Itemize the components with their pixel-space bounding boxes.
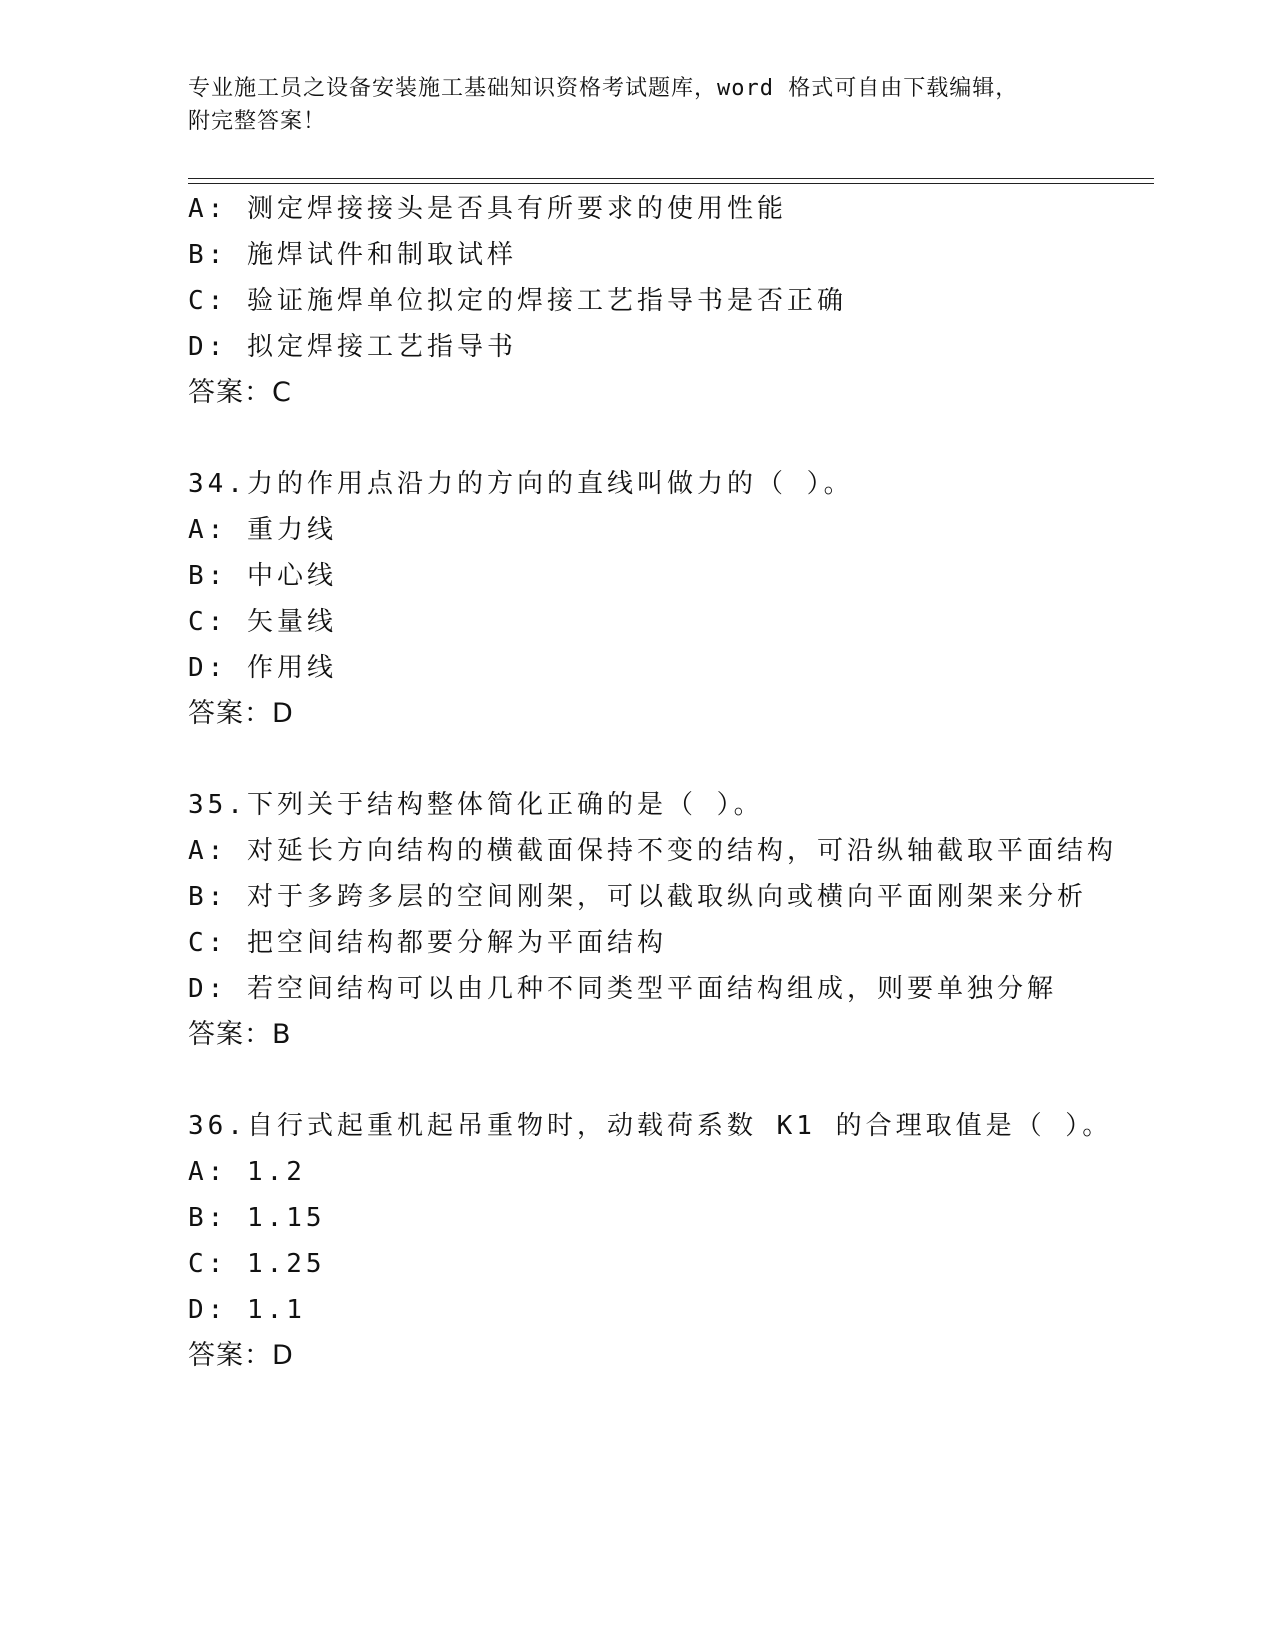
option-a: A: 对延长方向结构的横截面保持不变的结构，可沿纵轴截取平面结构: [188, 836, 1117, 866]
question-list: [188, 186, 1188, 1379]
question-33: [188, 186, 1188, 416]
answer: 答案：C: [188, 377, 292, 408]
option-c: C: 把空间结构都要分解为平面结构: [188, 928, 667, 958]
option-b: B: 对于多跨多层的空间刚架，可以截取纵向或横向平面刚架来分析: [188, 882, 1087, 912]
header-divider-top: [188, 178, 1154, 179]
option-d: D: 作用线: [188, 653, 337, 683]
header-line-1: 专业施工员之设备安装施工基础知识资格考试题库，word 格式可自由下载编辑，: [188, 76, 1019, 101]
answer: 答案：D: [188, 698, 294, 729]
answer: 答案：D: [188, 1340, 294, 1371]
question-35: [188, 782, 1188, 1058]
option-b: B: 中心线: [188, 561, 337, 591]
option-d: D: 若空间结构可以由几种不同类型平面结构组成，则要单独分解: [188, 974, 1057, 1004]
question-text: 35.下列关于结构整体简化正确的是（ ）。: [188, 790, 764, 820]
document-header: [188, 72, 1088, 138]
option-d: D: 拟定焊接工艺指导书: [188, 332, 517, 362]
spacer: [188, 1058, 1188, 1103]
option-d: D: 1.1: [188, 1295, 306, 1325]
option-a: A: 测定焊接接头是否具有所要求的使用性能: [188, 194, 787, 224]
header-line-2: 附完整答案！: [188, 109, 327, 134]
question-36: [188, 1103, 1188, 1379]
spacer: [188, 416, 1188, 461]
option-c: C: 验证施焊单位拟定的焊接工艺指导书是否正确: [188, 286, 847, 316]
option-b: B: 施焊试件和制取试样: [188, 240, 517, 270]
question-text: 34.力的作用点沿力的方向的直线叫做力的（ ）。: [188, 469, 854, 499]
spacer: [188, 737, 1188, 782]
option-a: A: 1.2: [188, 1157, 306, 1187]
option-a: A: 重力线: [188, 515, 337, 545]
header-divider-bottom: [188, 183, 1154, 184]
question-text: 36.自行式起重机起吊重物时，动载荷系数 K1 的合理取值是（ ）。: [188, 1111, 1113, 1141]
option-c: C: 1.25: [188, 1249, 326, 1279]
option-c: C: 矢量线: [188, 607, 337, 637]
question-34: [188, 461, 1188, 737]
option-b: B: 1.15: [188, 1203, 326, 1233]
answer: 答案：B: [188, 1019, 292, 1050]
